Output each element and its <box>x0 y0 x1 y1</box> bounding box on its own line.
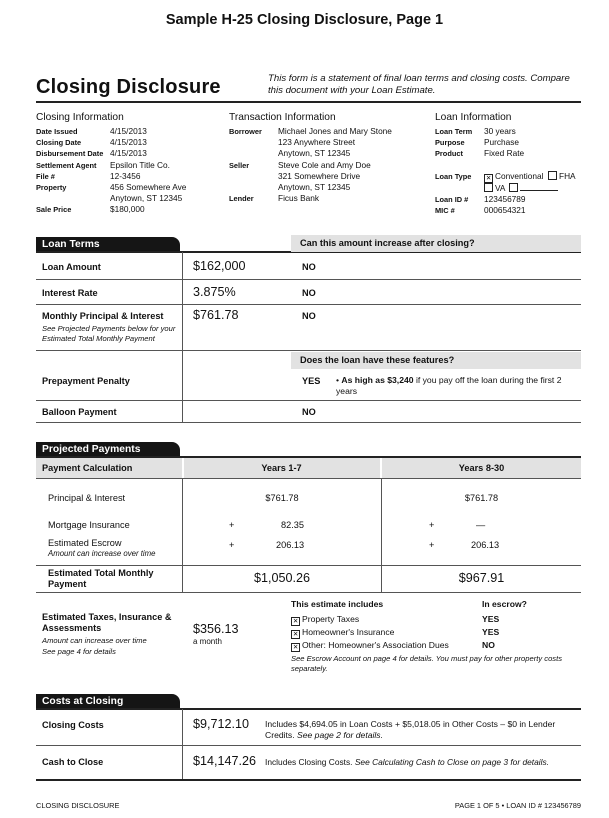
loan-type-conventional[interactable]: ✕ Conventional <box>485 170 544 182</box>
plus-sign: + <box>229 520 235 530</box>
checkbox-icon <box>509 183 518 192</box>
loan-info-row: Product Fixed Rate <box>435 148 525 159</box>
transaction-info-block <box>229 126 429 204</box>
mi-years-1-7: 82.35 <box>281 520 304 530</box>
checkbox-checked-icon: ✕ <box>292 631 299 638</box>
loan-type-va[interactable]: VA <box>484 183 505 194</box>
transaction-info-heading: Transaction Information <box>229 112 336 123</box>
escrow-years-1-7: 206.13 <box>276 540 305 550</box>
total-payment-label: Estimated Total Monthly Payment <box>48 568 154 589</box>
transaction-info-row: 123 Anywhere Street <box>278 137 356 148</box>
closing-info-row: File # 12-3456 <box>36 170 141 181</box>
loan-type-fha[interactable]: FHA <box>548 171 576 183</box>
escrow-years-8-30: 206.13 <box>471 540 500 550</box>
total-years-1-7: $1,050.26 <box>253 571 311 585</box>
taxes-label: Estimated Taxes, Insurance & Assessments <box>42 612 172 633</box>
loan-amount-value: $162,000 <box>193 259 246 273</box>
closing-info-row: Sale Price $180,000 <box>36 204 145 215</box>
checkbox-icon <box>484 183 493 192</box>
payment-calc-header <box>36 458 581 478</box>
escrow-homeowners-insurance: YES <box>482 627 500 637</box>
pi-label: Principal & Interest <box>48 493 126 503</box>
taxes-amount: $356.13 <box>193 622 239 636</box>
cash-to-close-value: $14,147.26 <box>193 754 257 768</box>
plus-sign: + <box>429 540 435 550</box>
taxes-note-1: Amount can increase over time <box>42 636 147 645</box>
include-hoa-dues: ✕ Other: Homeowner's Association Dues <box>292 640 449 651</box>
taxes-note-2: See page 4 for details <box>42 647 116 656</box>
checkbox-checked-icon: ✕ <box>292 644 299 651</box>
years-1-7-header: Years 1-7 <box>261 463 302 473</box>
prepayment-detail: • As high as $3,240 if you pay off the loan during the first 2 years <box>336 375 562 396</box>
escrow-footnote: See Escrow Account on page 4 for details. You must pay for other property costs separately. <box>291 654 562 673</box>
pi-years-8-30: $761.78 <box>464 493 499 503</box>
balloon-label: Balloon Payment <box>42 407 117 417</box>
payment-calc-label: Payment Calculation <box>42 463 133 473</box>
closing-info-row: Settlement Agent Epsilon Title Co. <box>36 159 170 170</box>
loan-info-heading: Loan Information <box>435 112 512 123</box>
prepayment-label: Prepayment Penalty <box>42 376 130 386</box>
closing-costs-label: Closing Costs <box>42 720 104 730</box>
prepayment-answer: YES <box>302 376 321 386</box>
loan-terms-question: Can this amount increase after closing? <box>291 235 581 252</box>
include-homeowners-insurance: ✕ Homeowner's Insurance <box>292 627 395 638</box>
loan-info-block <box>435 126 581 216</box>
balloon-answer: NO <box>302 407 316 417</box>
monthly-pi-answer: NO <box>302 311 316 321</box>
document-title: Closing Disclosure <box>36 76 221 98</box>
monthly-pi-label: Monthly Principal & Interest <box>42 311 164 321</box>
escrow-hoa-dues: NO <box>482 640 495 650</box>
loan-terms-divider <box>182 252 183 422</box>
closing-info-row: Property 456 Somewhere Ave <box>36 182 187 193</box>
total-years-8-30: $967.91 <box>458 571 505 585</box>
loan-type-other[interactable] <box>509 183 558 194</box>
costs-at-closing-tab: Costs at Closing <box>36 694 180 709</box>
include-property-taxes: ✕ Property Taxes <box>292 614 360 625</box>
loan-amount-answer: NO <box>302 262 316 272</box>
loan-type-row: Loan Type ✕ Conventional FHA <box>435 170 576 182</box>
transaction-info-row: Borrower Michael Jones and Mary Stone <box>229 126 392 136</box>
loan-info-row: Loan Term 30 years <box>435 126 516 136</box>
loan-info-row: Loan ID # 123456789 <box>435 193 526 204</box>
taxes-period: a month <box>193 637 222 646</box>
in-escrow-heading: In escrow? <box>482 599 527 609</box>
transaction-info-row: Lender Ficus Bank <box>229 193 320 204</box>
projected-payments-tab: Projected Payments <box>36 442 180 457</box>
closing-info-row: Anytown, ST 12345 <box>110 193 183 204</box>
transaction-info-row: Anytown, ST 12345 <box>278 148 351 159</box>
page-caption: Sample H-25 Closing Disclosure, Page 1 <box>165 12 444 28</box>
mi-label: Mortgage Insurance <box>48 520 130 530</box>
transaction-info-row: 321 Somewhere Drive <box>278 170 361 181</box>
escrow-label: Estimated Escrow <box>48 538 122 548</box>
closing-costs-detail: Includes $4,694.05 in Loan Costs + $5,018.05 in Other Costs – $0 in Lender Credits. See page 2 for details. <box>265 719 556 740</box>
cash-to-close-detail: Includes Closing Costs. See Calculating Cash to Close on page 3 for details. <box>265 757 549 767</box>
footer-left: CLOSING DISCLOSURE <box>36 801 120 810</box>
interest-rate-value: 3.875% <box>193 285 236 299</box>
years-8-30-header: Years 8-30 <box>458 463 505 473</box>
features-question: Does the loan have these features? <box>291 352 581 369</box>
transaction-info-row: Anytown, ST 12345 <box>278 182 351 193</box>
plus-sign: + <box>229 540 235 550</box>
loan-info-row: MIC # 000654321 <box>435 205 526 216</box>
escrow-note: Amount can increase over time <box>48 549 156 558</box>
loan-terms-tab: Loan Terms <box>36 237 180 252</box>
monthly-pi-note: See Projected Payments below for your Estimated Total Monthly Payment <box>42 324 176 343</box>
checkbox-icon <box>548 171 557 180</box>
escrow-property-taxes: YES <box>482 614 500 624</box>
checkbox-checked-icon: ✕ <box>485 174 492 182</box>
includes-heading: This estimate includes <box>291 599 384 609</box>
loan-type-row-2 <box>435 183 581 194</box>
intro-text: This form is a statement of final loan terms and closing costs. Compare this document with your Loan Estimate. <box>268 73 570 96</box>
pi-years-1-7: $761.78 <box>265 493 299 503</box>
closing-info-row: Date Issued 4/15/2013 <box>36 126 147 136</box>
plus-sign: + <box>429 520 435 530</box>
loan-amount-label: Loan Amount <box>42 262 101 272</box>
transaction-info-row: Seller Steve Cole and Amy Doe <box>229 159 371 170</box>
footer-right: PAGE 1 OF 5 • LOAN ID # 123456789 <box>454 801 581 810</box>
interest-rate-answer: NO <box>302 288 316 298</box>
monthly-pi-value: $761.78 <box>193 308 239 322</box>
mi-years-8-30: — <box>476 520 486 530</box>
checkbox-checked-icon: ✕ <box>292 618 299 625</box>
closing-costs-value: $9,712.10 <box>193 717 250 731</box>
closing-info-row: Disbursement Date 4/15/2013 <box>36 148 147 159</box>
cash-to-close-label: Cash to Close <box>42 757 104 767</box>
closing-info-block <box>36 126 226 216</box>
loan-info-row: Purpose Purchase <box>435 137 520 148</box>
closing-info-row: Closing Date 4/15/2013 <box>36 137 147 148</box>
interest-rate-label: Interest Rate <box>42 288 98 298</box>
closing-info-heading: Closing Information <box>36 112 124 123</box>
header-rule <box>36 101 581 103</box>
